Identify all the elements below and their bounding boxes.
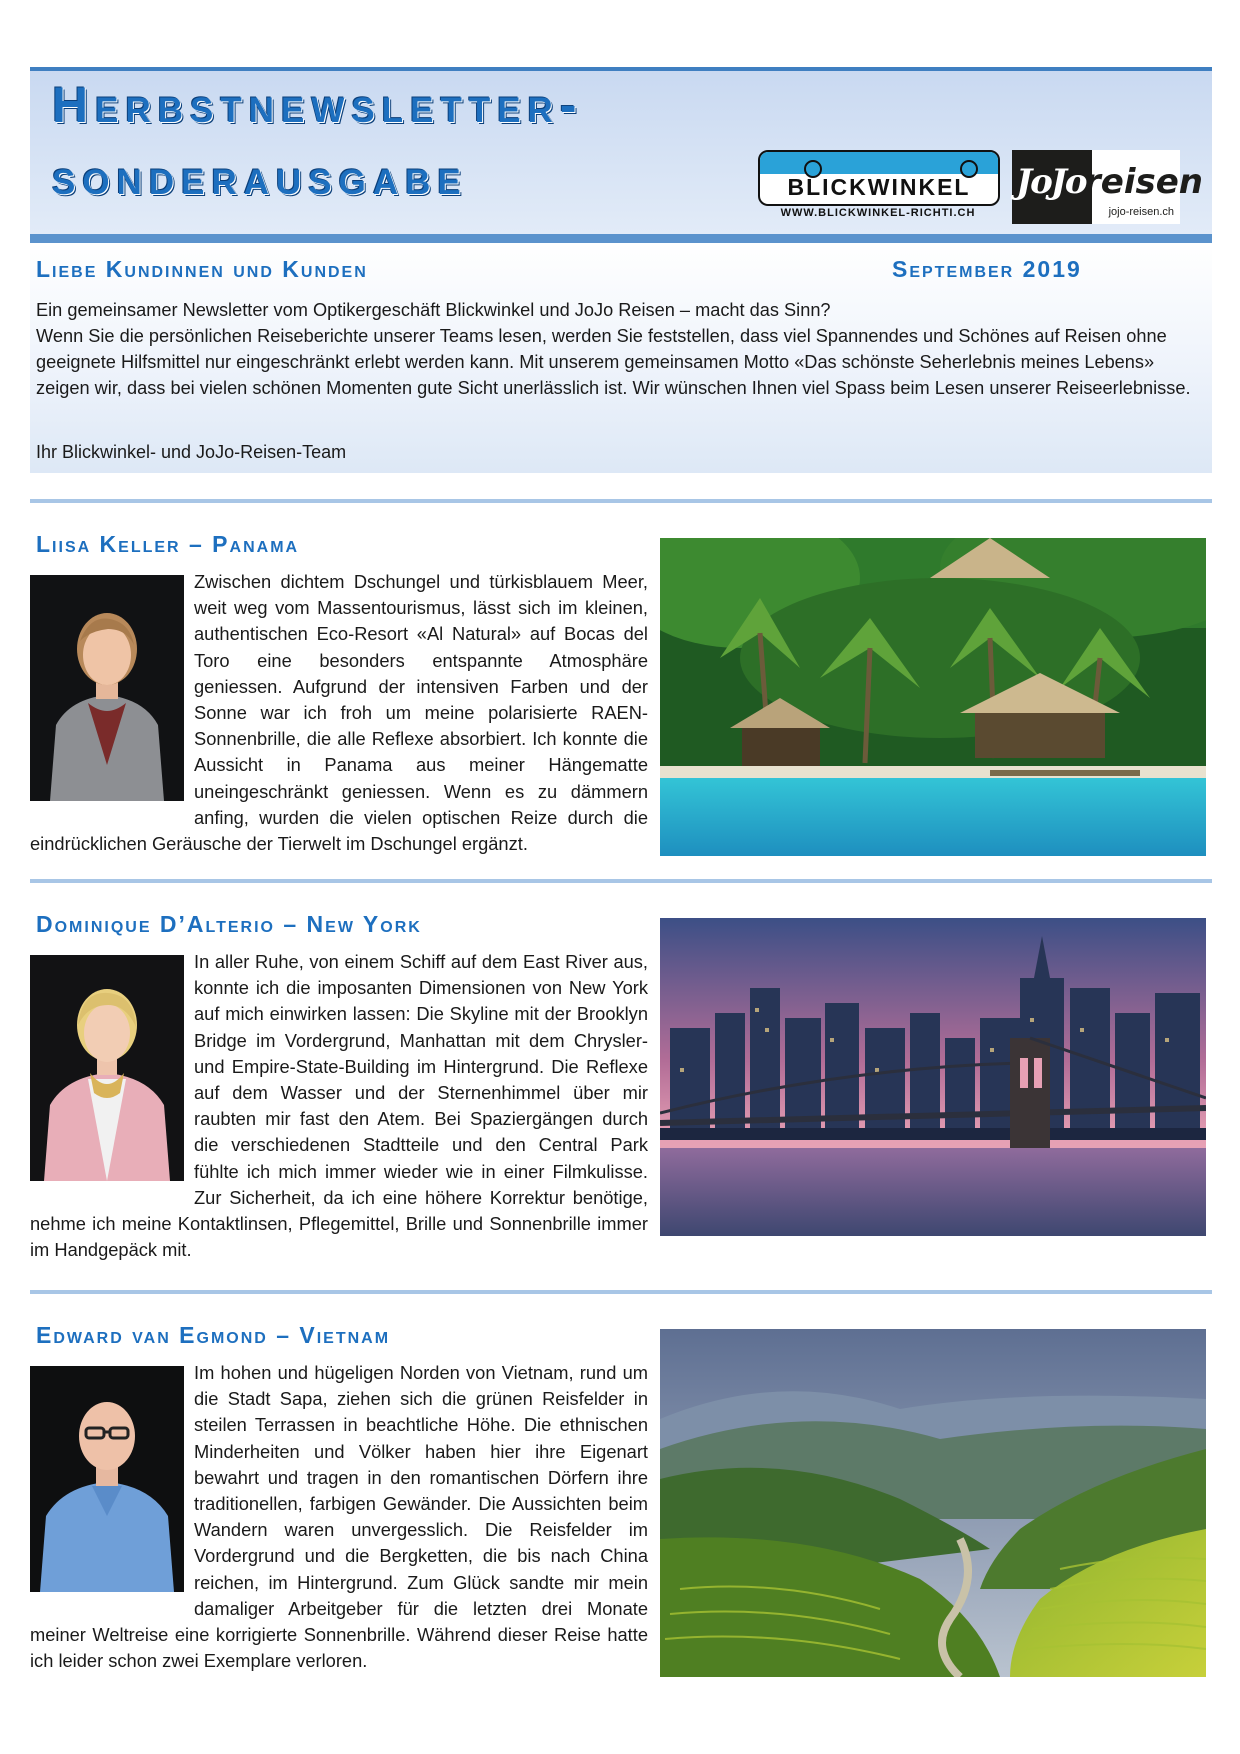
article-body-new-york	[30, 949, 648, 1263]
jojo-logo-part1: JoJo	[1016, 162, 1086, 202]
article-text-new-york: In aller Ruhe, von einem Schiff auf dem East River aus, konnte ich die imposanten Dimensionen von New York auf mich einwirken lassen: Die Skyline mit der Brooklyn Bridge im Vordergrund, Manhattan mit dem Chrysler- und Empire-State-Building im Hintergrund. Die Reflexe auf dem Wasser und der Sternenhimmel über mir raubten mir fast den Atem. Bei Spaziergängen durch die verschiedenen Stadtteile und den Central Park fühlte ich mich immer wieder wie in einer Filmkulisse. Zur Sicherheit, da ich eine höhere Korrektur benötige, nehme ich meine Kontaktlinsen, Pflegemittel, Brille und Sonnenbrille immer im Handgepäck mit.	[30, 951, 648, 1261]
blickwinkel-logo-name: BLICKWINKEL	[787, 174, 971, 200]
article-text-panama: Zwischen dichtem Dschungel und türkisblauem Meer, weit weg vom Massentourismus, lässt sich im kleinen, authentischen Eco-Resort «Al Natural» auf Bocas del Toro eine besonders entspannte Atmosphäre geniessen. Aufgrund der intensiven Farben und der Sonne war ich froh um meine polarisierte RAEN-Sonnenbrille, die alle Reflexe absorbiert. Ich konnte die Aussicht in Panama aus meiner Hängematte uneingeschränkt geniessen. Wenn es zu dämmern anfing, wurden die vielen optischen Reize durch die eindrücklichen Geräusche der Tierwelt im Dschungel ergänzt.	[30, 571, 648, 855]
banner-bottom-line	[30, 234, 1212, 243]
photo-vietnam	[660, 1329, 1206, 1677]
section-separator	[30, 879, 1212, 883]
article-heading-new-york: Dominique D’Alterio – New York	[36, 911, 422, 937]
article-heading-panama: Liisa Keller – Panama	[36, 531, 300, 557]
section-separator	[30, 1290, 1212, 1294]
newsletter-title-line1: Herbstnewsletter-	[52, 77, 584, 133]
photo-panama	[660, 538, 1206, 856]
intro-text	[36, 297, 1208, 401]
jojo-logo-url: jojo-reisen.ch	[1108, 206, 1174, 218]
jojo-reisen-logo	[1012, 150, 1203, 224]
article-text-vietnam: Im hohen und hügeligen Norden von Vietnam, rund um die Stadt Sapa, ziehen sich die grünen Reisfelder in steilen Terrassen in beachtliche Höhe. Die ethnischen Minderheiten und Völker haben hier ihre Eigenart bewahrt und tragen in den romantischen Dörfern ihre traditionellen, farbigen Gewänder. Die Aussichten beim Wandern waren unvergesslich. Die Reisfelder im Vordergrund und die Bergketten, die bis nach China reichen, im Hintergrund. Zum Glück sandte mir mein damaliger Arbeitgeber für die letzten drei Monate meiner Weltreise eine korrigierte Sonnenbrille. Während dieser Reise hatte ich leider schon zwei Exemplare verloren.	[30, 1362, 648, 1672]
article-heading-vietnam: Edward van Egmond – Vietnam	[36, 1322, 391, 1348]
article-body-panama	[30, 569, 648, 857]
intro-greeting: Liebe Kundinnen und Kunden	[36, 256, 368, 282]
newsletter-title-line2: sonderausgabe	[52, 149, 468, 205]
section-separator	[30, 499, 1212, 503]
jojo-logo-part2: reisen	[1084, 162, 1203, 202]
photo-new-york	[660, 918, 1206, 1236]
intro-paragraph-1: Ein gemeinsamer Newsletter vom Optikergeschäft Blickwinkel und JoJo Reisen – macht das Sinn?	[36, 300, 831, 320]
intro-paragraph-2: Wenn Sie die persönlichen Reiseberichte unserer Teams lesen, werden Sie feststellen, dass viel Spannendes und Schönes auf Reisen ohne geeignete Hilfsmittel nur eingeschränkt erlebt werden kann. Mit unserem gemeinsamen Motto «Das schönste Seherlebnis meines Lebens» zeigen wir, dass bei vielen schönen Momenten gute Sicht unerlässlich ist. Wir wünschen Ihnen viel Spass beim Lesen unserer Reiseerlebnisse.	[36, 326, 1191, 398]
intro-signature: Ihr Blickwinkel- und JoJo-Reisen-Team	[36, 442, 347, 462]
article-body-vietnam	[30, 1360, 648, 1674]
intro-date: September 2019	[892, 256, 1082, 282]
blickwinkel-logo	[758, 150, 998, 226]
blickwinkel-logo-url: WWW.BLICKWINKEL-RICHTI.CH	[780, 207, 976, 219]
